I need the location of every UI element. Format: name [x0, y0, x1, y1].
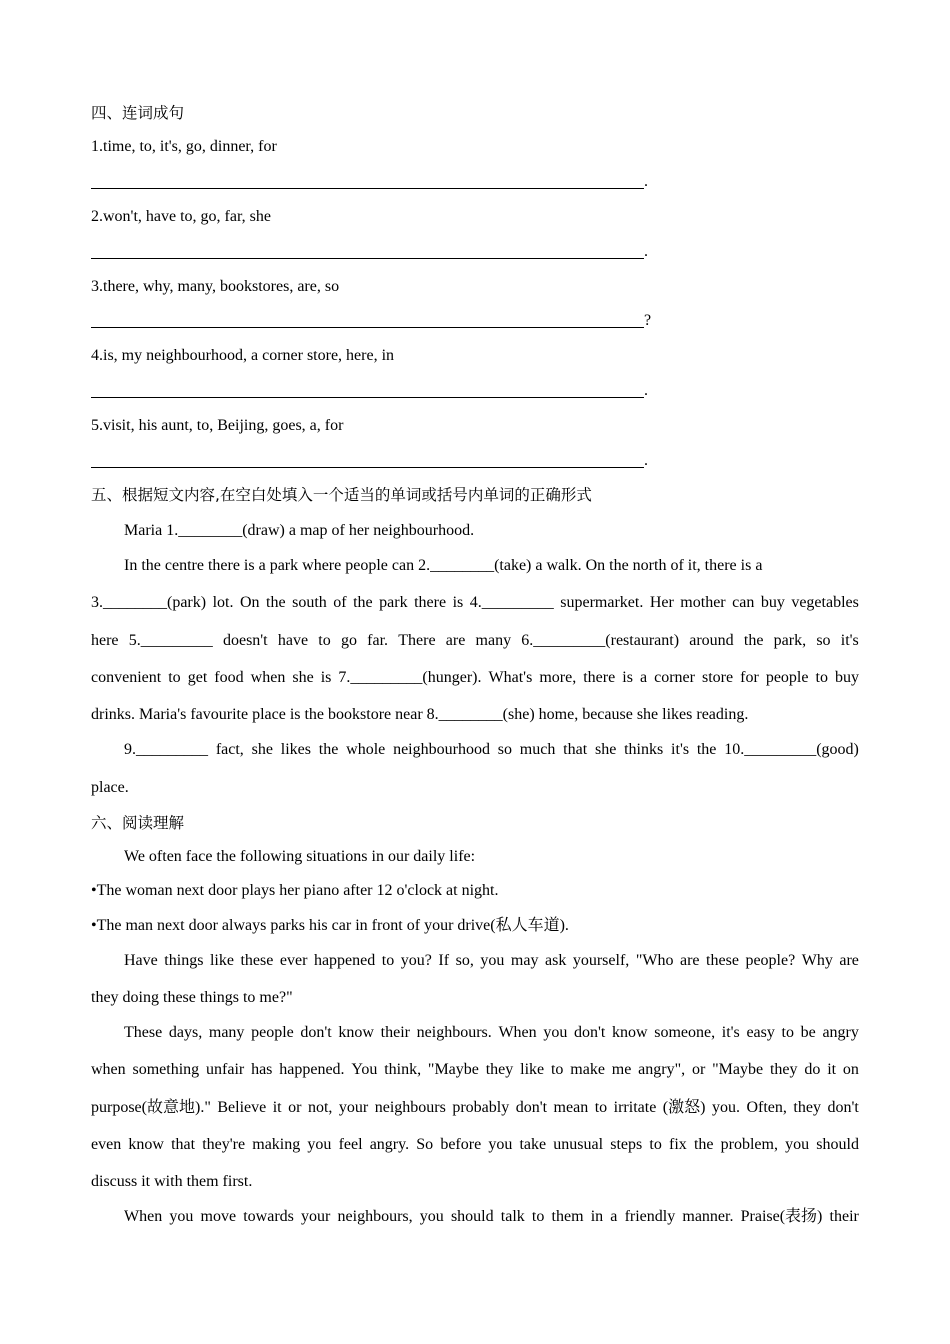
s6-line-4 — [124, 951, 859, 971]
word: (激怒) — [662, 1099, 706, 1116]
word: on — [842, 1061, 859, 1078]
word: angry — [822, 1024, 859, 1041]
word: not, — [307, 1099, 333, 1116]
word: far. — [367, 632, 389, 649]
s6-bullet-2: •The man next door always parks his car in front of your drive(私人车道). — [91, 917, 569, 934]
word: so — [497, 741, 512, 758]
word: neighbours. — [416, 1024, 492, 1041]
s4-item-4-answer-line[interactable] — [91, 397, 644, 398]
word: people — [251, 1024, 294, 1041]
word: there — [414, 594, 447, 611]
word: is — [622, 669, 633, 686]
word: unusual — [553, 1136, 604, 1153]
word: it's — [840, 632, 859, 649]
word: their — [380, 1024, 410, 1041]
s6-bullet-1: •The woman next door plays her piano after 12 o'clock at night. — [91, 882, 499, 899]
word: buy — [760, 594, 785, 611]
word: even — [91, 1136, 122, 1153]
word: problem, — [720, 1136, 778, 1153]
word: they — [485, 1061, 514, 1078]
word: to — [381, 952, 395, 969]
word: so, — [455, 952, 474, 969]
word: a — [639, 669, 648, 686]
s4-item-5-prompt: 5.visit, his aunt, to, Beijing, goes, a, for — [91, 417, 344, 434]
word: she — [251, 741, 273, 758]
word: you — [488, 1136, 513, 1153]
word: convenient — [91, 669, 162, 686]
word: angry. — [369, 1136, 410, 1153]
word: neighbours — [374, 1099, 446, 1116]
word: Have — [124, 952, 158, 969]
word: "Maybe — [427, 1061, 479, 1078]
word: buy — [834, 669, 859, 686]
word: like — [520, 1061, 545, 1078]
section-6-title: 六、阅读理解 — [91, 814, 185, 832]
s4-item-2-answer-line[interactable] — [91, 258, 644, 259]
word: many — [208, 1024, 245, 1041]
word: for — [740, 669, 759, 686]
word: here — [91, 632, 119, 649]
word: When — [498, 1024, 537, 1041]
word: neighbours, — [337, 1208, 413, 1225]
word: unfair — [206, 1061, 245, 1078]
word: 9._________ — [124, 741, 208, 758]
word: days, — [168, 1024, 203, 1041]
word: she — [594, 741, 617, 758]
word: are — [839, 952, 859, 969]
word: There — [398, 632, 436, 649]
word: mother — [680, 594, 726, 611]
word: "Maybe — [712, 1061, 764, 1078]
word: Praise(表扬) — [740, 1208, 823, 1225]
section-5-title: 五、根据短文内容,在空白处填入一个适当的单词或括号内单词的正确形式 — [91, 486, 592, 504]
word: around — [689, 632, 734, 649]
word: food — [214, 669, 244, 686]
word: so — [816, 632, 831, 649]
word: of — [333, 594, 347, 611]
s4-item-1-end: . — [644, 173, 648, 190]
word: likes — [280, 741, 311, 758]
word: easy — [746, 1024, 775, 1041]
s6-line-6 — [124, 1023, 859, 1043]
word: has — [251, 1061, 273, 1078]
word: the — [743, 632, 764, 649]
word: it — [827, 1061, 837, 1078]
word: the — [318, 741, 339, 758]
word: it — [272, 1099, 282, 1116]
word: are — [445, 632, 466, 649]
word: before — [440, 1136, 482, 1153]
word: you. — [711, 1099, 740, 1116]
word: things — [164, 952, 204, 969]
word: happened. — [279, 1061, 345, 1078]
s5-line-3 — [91, 593, 859, 613]
s5-line-1: Maria 1.________(draw) a map of her neighbourhood. — [124, 522, 475, 539]
word: are — [679, 952, 700, 969]
s6-line-9 — [91, 1135, 859, 1155]
s4-item-1-prompt: 1.time, to, it's, go, dinner, for — [91, 138, 277, 155]
word: 3.________(park) — [91, 594, 207, 611]
word: happened — [313, 952, 376, 969]
s4-item-3-end: ? — [644, 312, 652, 329]
word: neighbourhood — [393, 741, 490, 758]
word: ask — [544, 952, 567, 969]
word: probably — [452, 1099, 510, 1116]
s4-item-2-prompt: 2.won't, have to, go, far, she — [91, 208, 271, 225]
word: angry", — [638, 1061, 686, 1078]
word: park, — [773, 632, 807, 649]
word: don't — [300, 1024, 332, 1041]
word: when — [91, 1061, 126, 1078]
word: be — [800, 1024, 816, 1041]
word: or — [288, 1099, 302, 1116]
word: park — [379, 594, 408, 611]
word: whole — [346, 741, 386, 758]
word: the — [693, 1136, 714, 1153]
word: they — [793, 1099, 821, 1116]
word: 10._________(good) — [724, 741, 859, 758]
word: they — [769, 1061, 798, 1078]
word: If — [438, 952, 450, 969]
word: get — [187, 669, 208, 686]
word: 7._________(hunger). — [338, 669, 482, 686]
word: fix — [669, 1136, 687, 1153]
word: or — [691, 1061, 706, 1078]
word: mean — [553, 1099, 589, 1116]
word: your — [301, 1208, 331, 1225]
word: know — [611, 1024, 648, 1041]
word: to — [318, 632, 331, 649]
word: So — [416, 1136, 434, 1153]
word: steps — [610, 1136, 643, 1153]
word: in — [590, 1208, 604, 1225]
s5-line-6: drinks. Maria's favourite place is the bookstore near 8.________(she) home, because she likes reading. — [91, 706, 749, 723]
word: is — [452, 594, 464, 611]
word: irritate — [613, 1099, 657, 1116]
word: you — [785, 1136, 810, 1153]
word: your — [338, 1099, 369, 1116]
word: Believe — [217, 1099, 267, 1116]
word: take — [519, 1136, 547, 1153]
word: you — [419, 1208, 444, 1225]
s5-line-7 — [124, 740, 859, 760]
word: know — [338, 1024, 374, 1041]
word: 4._________ — [469, 594, 554, 611]
word: These — [124, 1024, 163, 1041]
word: Often, — [746, 1099, 787, 1116]
word: don't — [573, 1024, 606, 1041]
s4-item-1-answer-line[interactable] — [91, 188, 644, 189]
word: purpose(故意地)." — [91, 1099, 211, 1116]
word: What's — [488, 669, 533, 686]
word: these — [706, 952, 739, 969]
word: to — [649, 1136, 662, 1153]
word: a — [610, 1208, 618, 1225]
s5-line-2: In the centre there is a park where people can 2.________(take) a walk. On the north of it, there is a — [124, 557, 763, 574]
word: you — [169, 1208, 194, 1225]
word: move — [200, 1208, 237, 1225]
s6-line-8 — [91, 1098, 859, 1118]
word: thinks — [624, 741, 664, 758]
word: me — [611, 1061, 632, 1078]
word: 5._________ — [128, 632, 213, 649]
s6-line-11 — [124, 1207, 859, 1227]
word: towards — [243, 1208, 294, 1225]
word: You — [351, 1061, 378, 1078]
word: south — [292, 594, 327, 611]
word: go — [340, 632, 357, 649]
word: may — [510, 952, 539, 969]
s4-item-4-prompt: 4.is, my neighbourhood, a corner store, here, in — [91, 347, 395, 364]
s4-item-2-end: . — [644, 243, 648, 260]
word: feel — [338, 1136, 363, 1153]
word: should — [450, 1208, 494, 1225]
word: these — [240, 952, 274, 969]
word: people? — [745, 952, 796, 969]
word: to — [815, 669, 828, 686]
s4-item-3-answer-line[interactable] — [91, 327, 644, 328]
word: "Who — [635, 952, 674, 969]
word: have — [277, 632, 309, 649]
s6-line-5: they doing these things to me?" — [91, 989, 293, 1006]
s4-item-3-prompt: 3.there, why, many, bookstores, are, so — [91, 278, 340, 295]
word: When — [124, 1208, 163, 1225]
s4-item-5-answer-line[interactable] — [91, 467, 644, 468]
word: ever — [279, 952, 308, 969]
s4-item-4-end: . — [644, 382, 648, 399]
word: you — [543, 1024, 568, 1041]
word: lot. — [212, 594, 234, 611]
word: should — [816, 1136, 859, 1153]
word: like — [209, 952, 234, 969]
s6-line-10: discuss it with them first. — [91, 1173, 253, 1190]
word: that — [171, 1136, 196, 1153]
section-4-title: 四、连词成句 — [91, 104, 185, 122]
word: the — [353, 594, 373, 611]
word: someone, — [654, 1024, 716, 1041]
word: manner. — [682, 1208, 734, 1225]
word: to — [550, 1061, 564, 1078]
word: talk — [500, 1208, 525, 1225]
word: friendly — [624, 1208, 676, 1225]
word: to — [168, 669, 181, 686]
word: store — [701, 669, 734, 686]
word: there — [583, 669, 616, 686]
s6-line-7 — [91, 1060, 859, 1080]
word: do — [804, 1061, 821, 1078]
word: you — [480, 952, 505, 969]
word: supermarket. — [560, 594, 644, 611]
word: fact, — [215, 741, 244, 758]
word: it's — [671, 741, 690, 758]
word: make — [570, 1061, 605, 1078]
word: think, — [384, 1061, 422, 1078]
word: Why — [801, 952, 833, 969]
word: Her — [649, 594, 674, 611]
word: don't — [515, 1099, 548, 1116]
word: when — [250, 669, 286, 686]
word: you? — [400, 952, 432, 969]
word: to — [531, 1208, 545, 1225]
word: that — [563, 741, 588, 758]
word: the — [266, 594, 286, 611]
word: the — [696, 741, 717, 758]
word: don't — [827, 1099, 859, 1116]
word: people — [765, 669, 809, 686]
s4-item-5-end: . — [644, 452, 648, 469]
word: to — [594, 1099, 608, 1116]
word: their — [829, 1208, 859, 1225]
word: On — [239, 594, 260, 611]
word: corner — [654, 669, 695, 686]
word: doesn't — [222, 632, 268, 649]
word: can — [732, 594, 755, 611]
word: making — [252, 1136, 301, 1153]
word: to — [781, 1024, 794, 1041]
word: them — [551, 1208, 584, 1225]
word: 6._________(restaurant) — [521, 632, 680, 649]
word: know — [128, 1136, 164, 1153]
word: you — [307, 1136, 332, 1153]
word: more, — [539, 669, 577, 686]
s5-line-4 — [91, 631, 859, 651]
word: many — [475, 632, 512, 649]
word: is — [320, 669, 332, 686]
s6-line-1: We often face the following situations in our daily life: — [124, 848, 476, 865]
word: it's — [721, 1024, 740, 1041]
word: vegetables — [791, 594, 859, 611]
word: something — [132, 1061, 200, 1078]
word: yourself, — [572, 952, 630, 969]
word: she — [292, 669, 314, 686]
word: they're — [202, 1136, 246, 1153]
s5-line-5 — [91, 668, 859, 688]
word: much — [519, 741, 556, 758]
s5-line-8: place. — [91, 779, 129, 796]
